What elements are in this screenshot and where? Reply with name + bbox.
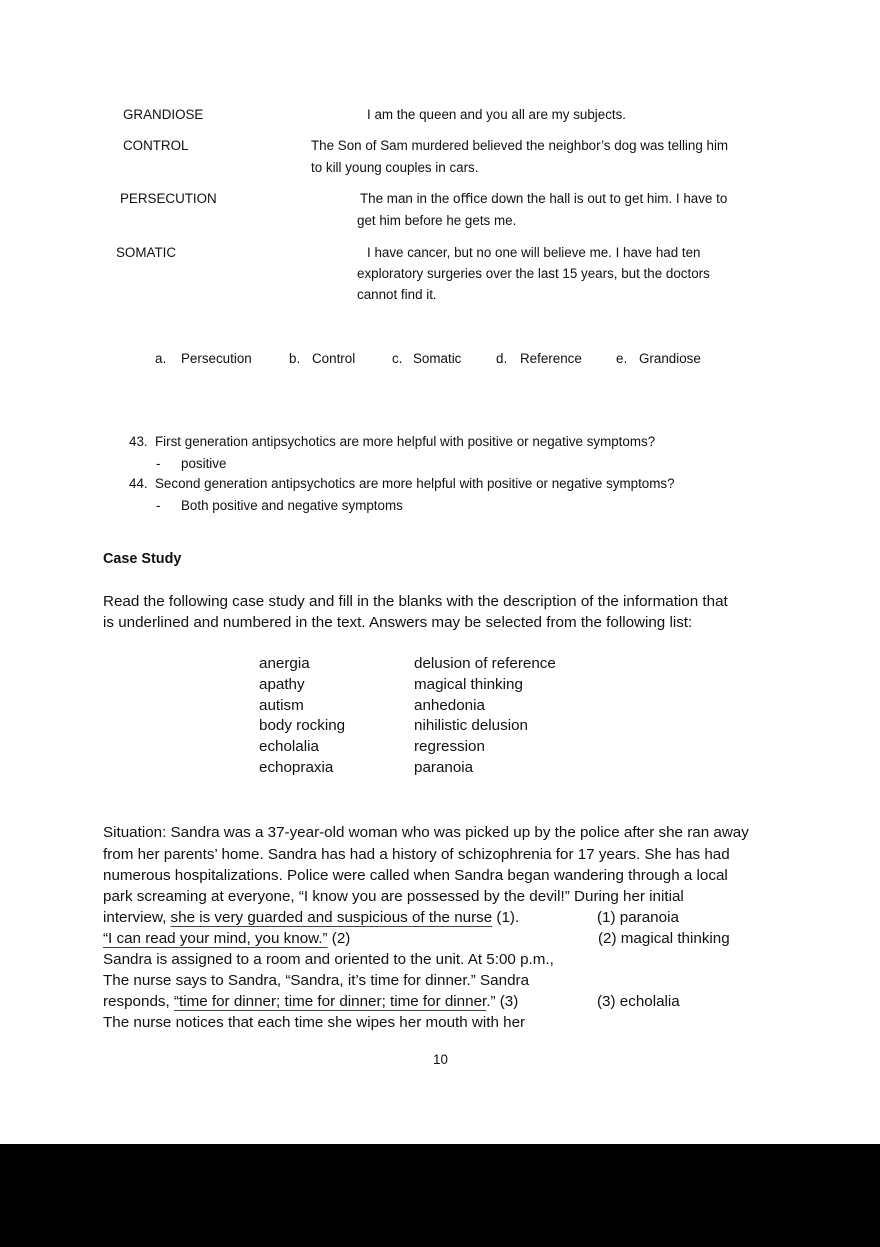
situation-line2: from her parents’ home. Sandra has had a history of schizophrenia for 17 years. She has had: [103, 846, 730, 863]
case-answer-1: (1) paranoia: [597, 909, 679, 926]
word-list-item: paranoia: [414, 758, 474, 776]
word-list-item: anhedonia: [414, 696, 485, 714]
black-margin-bar: [0, 1144, 880, 1247]
situation-line1: Situation: Sandra was a 37-year-old woman who was picked up by the police after she ran away: [103, 824, 749, 841]
option-b-letter: b.: [289, 351, 301, 366]
word-list-item: regression: [414, 738, 485, 756]
option-e-letter: e.: [616, 351, 628, 366]
option-d-letter: d.: [496, 351, 508, 366]
delusion-example-somatic-line1: I have cancer, but no one will believe me. I have had ten: [367, 245, 701, 260]
question-44-bullet: -: [156, 498, 161, 513]
delusion-example-control-line1: The Son of Sam murdered believed the neighbor’s dog was telling him: [311, 138, 729, 153]
word-list-left: [259, 654, 345, 779]
option-c-label: Somatic: [413, 351, 462, 366]
question-44-number: 44.: [129, 476, 148, 491]
option-a-label: Persecution: [181, 351, 252, 366]
situation-line9: responds, “time for dinner; time for dinner; time for dinner.” (3): [103, 993, 519, 1010]
delusion-type-persecution: PERSECUTION: [120, 191, 217, 206]
situation-line5: interview, she is very guarded and suspicious of the nurse (1).: [103, 909, 520, 926]
situation-line10: The nurse notices that each time she wipes her mouth with her: [103, 1014, 526, 1031]
delusion-type-control: CONTROL: [123, 138, 189, 153]
word-list-item: autism: [259, 696, 304, 714]
case-answer-2: (2) magical thinking: [598, 930, 730, 947]
word-list-item: echopraxia: [259, 758, 334, 776]
page-number: 10: [433, 1052, 448, 1067]
word-list-item: nihilistic delusion: [414, 717, 528, 735]
question-43-answer: positive: [181, 456, 227, 471]
option-c-letter: c.: [392, 351, 403, 366]
option-a-letter: a.: [155, 351, 167, 366]
case-answer-3: (3) echolalia: [597, 993, 680, 1010]
word-list-item: echolalia: [259, 738, 319, 756]
word-list-item: anergia: [259, 655, 310, 672]
word-list-item: magical thinking: [414, 675, 523, 693]
delusion-example-somatic-line2: exploratory surgeries over the last 15 years, but the doctors: [357, 266, 710, 281]
question-43-bullet: -: [156, 456, 161, 471]
delusion-example-control-line2: to kill young couples in cars.: [311, 160, 479, 175]
situation-line3: numerous hospitalizations. Police were called when Sandra began wandering through a local: [103, 867, 728, 884]
question-44-answer: Both positive and negative symptoms: [181, 498, 403, 513]
underlined-clue-3: “time for dinner; time for dinner; time for dinner: [173, 993, 487, 1010]
delusion-type-grandiose: GRANDIOSE: [123, 107, 204, 122]
word-list-item: delusion of reference: [414, 655, 556, 672]
case-study-instructions-line2: is underlined and numbered in the text. Answers may be selected from the following list:: [103, 614, 693, 631]
word-list-item: apathy: [259, 675, 305, 693]
question-44-text: Second generation antipsychotics are more helpful with positive or negative symptoms?: [155, 476, 675, 491]
question-43-number: 43.: [129, 434, 148, 449]
underlined-clue-1: she is very guarded and suspicious of the nurse: [170, 909, 493, 926]
delusion-example-grandiose: I am the queen and you all are my subjects.: [367, 107, 627, 122]
option-b-label: Control: [312, 351, 356, 366]
word-list-item: body rocking: [259, 717, 346, 735]
delusion-example-persecution-line2: get him before he gets me.: [357, 213, 517, 228]
situation-line6: “I can read your mind, you know.” (2): [103, 930, 351, 947]
underlined-clue-2: “I can read your mind, you know.”: [103, 930, 328, 947]
word-list-right: [414, 654, 556, 779]
situation-line8: The nurse says to Sandra, “Sandra, it’s time for dinner.” Sandra: [103, 972, 530, 989]
delusion-type-somatic: SOMATIC: [116, 245, 177, 260]
delusion-example-persecution-line1: The man in the oﬃce down the hall is out to get him. I have to: [360, 191, 728, 206]
case-study-instructions-line1: Read the following case study and fill in the blanks with the description of the information that: [103, 593, 728, 610]
case-study-heading: Case Study: [103, 551, 182, 567]
situation-line7: Sandra is assigned to a room and oriented to the unit. At 5:00 p.m.,: [103, 951, 554, 968]
situation-line4: park screaming at everyone, “I know you are possessed by the devil!” During her initial: [103, 888, 684, 905]
delusion-example-somatic-line3: cannot find it.: [357, 287, 437, 302]
question-43-text: First generation antipsychotics are more helpful with positive or negative symptoms?: [155, 434, 656, 449]
option-d-label: Reference: [520, 351, 582, 366]
option-e-label: Grandiose: [639, 351, 701, 366]
